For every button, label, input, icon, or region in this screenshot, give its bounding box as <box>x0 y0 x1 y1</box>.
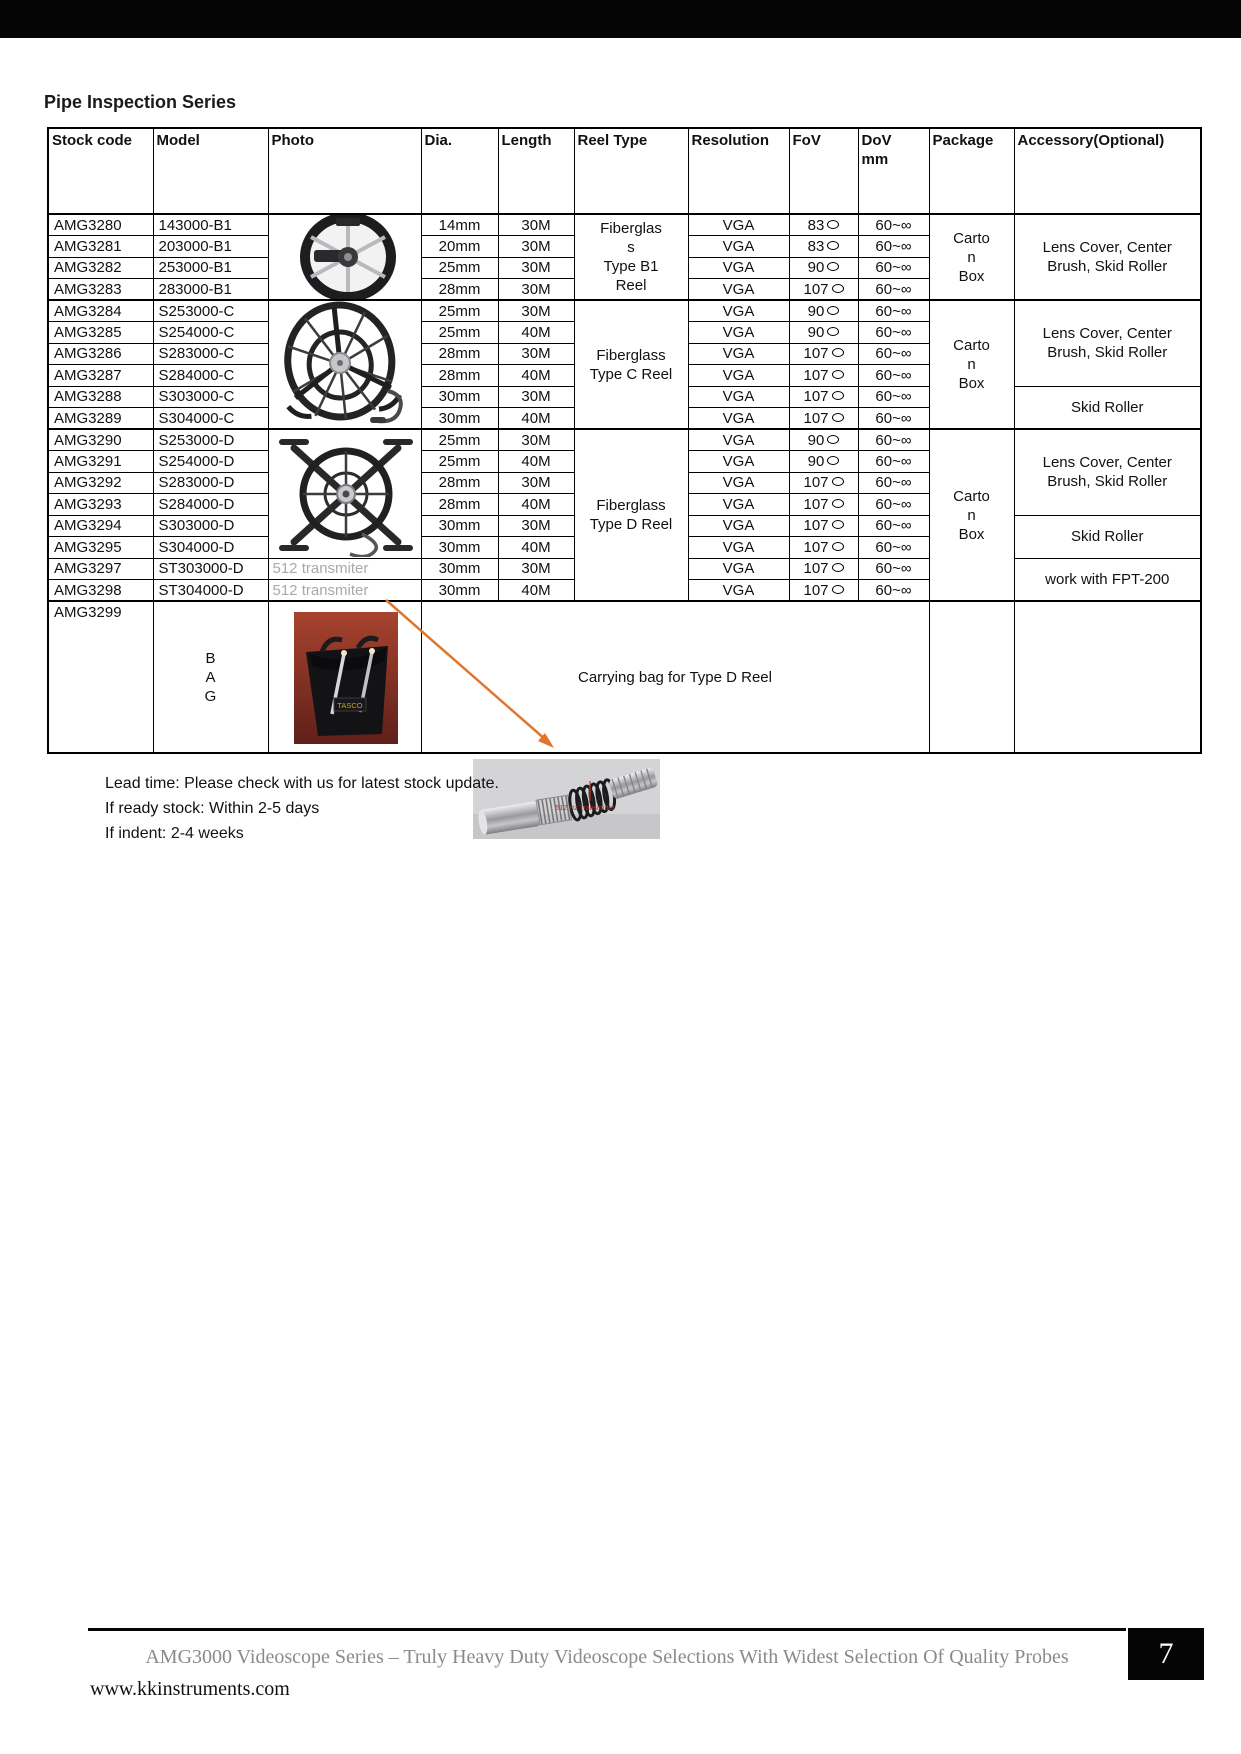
photo-cell-b1-reel <box>268 214 421 300</box>
model-cell: S283000-D <box>153 472 268 494</box>
stock-code-cell: AMG3282 <box>48 257 153 279</box>
degree-icon <box>832 391 844 400</box>
fov-cell: 107 <box>789 558 858 580</box>
header-resolution: Resolution <box>688 128 789 214</box>
dia-cell: 30mm <box>421 558 498 580</box>
stock-code-cell: AMG3280 <box>48 214 153 236</box>
dia-cell: 30mm <box>421 386 498 408</box>
length-cell: 40M <box>498 537 574 559</box>
dov-cell: 60~∞ <box>858 300 929 322</box>
model-cell: 283000-B1 <box>153 279 268 301</box>
model-cell: S303000-D <box>153 515 268 537</box>
photo-cell-transmitter-note: 512 transmiter <box>268 558 421 580</box>
model-cell: S304000-C <box>153 408 268 430</box>
fov-cell: 90 <box>789 257 858 279</box>
stock-code-cell: AMG3284 <box>48 300 153 322</box>
length-cell: 30M <box>498 558 574 580</box>
fov-cell: 90 <box>789 322 858 344</box>
fov-cell: 107 <box>789 515 858 537</box>
header-length: Length <box>498 128 574 214</box>
accessory-cell: Lens Cover, Center Brush, Skid Roller <box>1014 429 1201 515</box>
fov-cell: 90 <box>789 300 858 322</box>
stock-code-cell: AMG3289 <box>48 408 153 430</box>
model-cell: S254000-C <box>153 322 268 344</box>
dov-cell: 60~∞ <box>858 558 929 580</box>
header-reel-type: Reel Type <box>574 128 688 214</box>
photo-cell-transmitter-note: 512 transmiter <box>268 580 421 602</box>
dia-cell: 28mm <box>421 494 498 516</box>
lead-time-notes <box>105 771 499 846</box>
header-package: Package <box>929 128 1014 214</box>
dov-cell: 60~∞ <box>858 472 929 494</box>
model-cell: S253000-C <box>153 300 268 322</box>
website-text: www.kkinstruments.com <box>90 1678 290 1700</box>
dov-cell: 60~∞ <box>858 451 929 473</box>
fov-cell: 107 <box>789 343 858 365</box>
transmitter-photo <box>473 759 660 839</box>
degree-icon <box>827 456 839 465</box>
stock-code-cell: AMG3299 <box>48 601 153 753</box>
c-reel-photo <box>270 301 420 428</box>
page-number: 7 <box>1158 1637 1174 1670</box>
degree-icon <box>832 520 844 529</box>
page-title: Pipe Inspection Series <box>44 92 237 112</box>
resolution-cell: VGA <box>688 236 789 258</box>
degree-icon <box>832 477 844 486</box>
degree-icon <box>832 413 844 422</box>
photo-cell-c-reel <box>268 300 421 429</box>
dov-cell: 60~∞ <box>858 429 929 451</box>
product-table <box>47 127 1202 754</box>
dia-cell: 25mm <box>421 429 498 451</box>
resolution-cell: VGA <box>688 386 789 408</box>
length-cell: 40M <box>498 408 574 430</box>
dov-cell: 60~∞ <box>858 322 929 344</box>
degree-icon <box>832 542 844 551</box>
stock-code-cell: AMG3292 <box>48 472 153 494</box>
model-cell: S253000-D <box>153 429 268 451</box>
stock-code-cell: AMG3294 <box>48 515 153 537</box>
fov-cell: 90 <box>789 451 858 473</box>
dia-cell: 30mm <box>421 515 498 537</box>
resolution-cell: VGA <box>688 408 789 430</box>
package-cell: Carto n Box <box>929 300 1014 429</box>
note-line: If indent: 2-4 weeks <box>105 825 244 842</box>
dia-cell: 25mm <box>421 257 498 279</box>
dia-cell: 28mm <box>421 365 498 387</box>
stock-code-cell: AMG3290 <box>48 429 153 451</box>
fov-cell: 107 <box>789 472 858 494</box>
stock-code-cell: AMG3286 <box>48 343 153 365</box>
length-cell: 30M <box>498 300 574 322</box>
fov-cell: 107 <box>789 537 858 559</box>
length-cell: 30M <box>498 386 574 408</box>
dov-cell: 60~∞ <box>858 580 929 602</box>
degree-icon <box>832 348 844 357</box>
resolution-cell: VGA <box>688 365 789 387</box>
header-stock-code: Stock code <box>48 128 153 214</box>
fov-cell: 83 <box>789 236 858 258</box>
model-cell: 143000-B1 <box>153 214 268 236</box>
stock-code-cell: AMG3281 <box>48 236 153 258</box>
dov-cell: 60~∞ <box>858 257 929 279</box>
length-cell: 40M <box>498 451 574 473</box>
header-photo: Photo <box>268 128 421 214</box>
length-cell: 30M <box>498 515 574 537</box>
model-cell: S284000-C <box>153 365 268 387</box>
length-cell: 30M <box>498 279 574 301</box>
length-cell: 30M <box>498 343 574 365</box>
footer-tagline: AMG3000 Videoscope Series – Truly Heavy Duty Videoscope Selections With Widest Selection Of Quality Probes <box>145 1646 1069 1668</box>
footer-rule <box>88 1628 1126 1631</box>
dov-cell: 60~∞ <box>858 494 929 516</box>
stock-code-cell: AMG3285 <box>48 322 153 344</box>
reel-type-cell: Fiberglas s Type B1 Reel <box>574 214 688 300</box>
fov-cell: 107 <box>789 365 858 387</box>
header-dov: DoV mm <box>858 128 929 214</box>
resolution-cell: VGA <box>688 580 789 602</box>
dia-cell: 20mm <box>421 236 498 258</box>
length-cell: 30M <box>498 236 574 258</box>
stock-code-cell: AMG3297 <box>48 558 153 580</box>
dov-cell: 60~∞ <box>858 365 929 387</box>
stock-code-cell: AMG3295 <box>48 537 153 559</box>
package-cell: Carto n Box <box>929 214 1014 300</box>
dov-cell: 60~∞ <box>858 236 929 258</box>
model-cell: S284000-D <box>153 494 268 516</box>
model-cell: S303000-C <box>153 386 268 408</box>
length-cell: 30M <box>498 429 574 451</box>
dia-cell: 14mm <box>421 214 498 236</box>
degree-icon <box>827 306 839 315</box>
note-line: Lead time: Please check with us for latest stock update. <box>105 775 499 792</box>
stock-code-cell: AMG3287 <box>48 365 153 387</box>
model-cell: S304000-D <box>153 537 268 559</box>
dia-cell: 25mm <box>421 322 498 344</box>
dia-cell: 30mm <box>421 537 498 559</box>
reel-type-cell: Fiberglass Type C Reel <box>574 300 688 429</box>
stock-code-cell: AMG3283 <box>48 279 153 301</box>
fov-cell: 83 <box>789 214 858 236</box>
resolution-cell: VGA <box>688 300 789 322</box>
dov-cell: 60~∞ <box>858 214 929 236</box>
package-cell: Carto n Box <box>929 429 1014 601</box>
resolution-cell: VGA <box>688 494 789 516</box>
accessory-cell: Skid Roller <box>1014 386 1201 429</box>
fov-cell: 90 <box>789 429 858 451</box>
degree-icon <box>832 499 844 508</box>
degree-icon <box>832 563 844 572</box>
length-cell: 30M <box>498 257 574 279</box>
header-model: Model <box>153 128 268 214</box>
stock-code-cell: AMG3298 <box>48 580 153 602</box>
resolution-cell: VGA <box>688 451 789 473</box>
fov-cell: 107 <box>789 494 858 516</box>
dia-cell: 28mm <box>421 343 498 365</box>
model-cell: ST303000-D <box>153 558 268 580</box>
degree-icon <box>827 262 839 271</box>
accessory-cell: Lens Cover, Center Brush, Skid Roller <box>1014 214 1201 300</box>
model-cell: 253000-B1 <box>153 257 268 279</box>
dov-cell: 60~∞ <box>858 515 929 537</box>
accessory-cell: work with FPT-200 <box>1014 558 1201 601</box>
dov-cell: 60~∞ <box>858 279 929 301</box>
transmitter-label: 512 Hz Transmitter <box>555 805 615 812</box>
length-cell: 30M <box>498 472 574 494</box>
dia-cell: 25mm <box>421 300 498 322</box>
length-cell: 40M <box>498 322 574 344</box>
carrying-bag-cell: Carrying bag for Type D Reel <box>421 601 929 753</box>
fov-cell: 107 <box>789 386 858 408</box>
accessory-cell: Lens Cover, Center Brush, Skid Roller <box>1014 300 1201 386</box>
resolution-cell: VGA <box>688 472 789 494</box>
length-cell: 40M <box>498 494 574 516</box>
dov-cell: 60~∞ <box>858 343 929 365</box>
dia-cell: 30mm <box>421 408 498 430</box>
dov-cell: 60~∞ <box>858 537 929 559</box>
dia-cell: 28mm <box>421 472 498 494</box>
fov-cell: 107 <box>789 408 858 430</box>
header-fov: FoV <box>789 128 858 214</box>
fov-cell: 107 <box>789 580 858 602</box>
degree-icon <box>827 220 839 229</box>
accessory-cell <box>1014 601 1201 753</box>
note-line: If ready stock: Within 2-5 days <box>105 800 320 817</box>
resolution-cell: VGA <box>688 537 789 559</box>
header-dia: Dia. <box>421 128 498 214</box>
degree-icon <box>827 327 839 336</box>
resolution-cell: VGA <box>688 257 789 279</box>
dia-cell: 28mm <box>421 279 498 301</box>
stock-code-cell: AMG3291 <box>48 451 153 473</box>
dia-cell: 25mm <box>421 451 498 473</box>
resolution-cell: VGA <box>688 558 789 580</box>
package-cell <box>929 601 1014 753</box>
resolution-cell: VGA <box>688 279 789 301</box>
model-cell: S283000-C <box>153 343 268 365</box>
accessory-cell: Skid Roller <box>1014 515 1201 558</box>
stock-code-cell: AMG3293 <box>48 494 153 516</box>
degree-icon <box>827 435 839 444</box>
resolution-cell: VGA <box>688 515 789 537</box>
page-number-box <box>1128 1628 1204 1680</box>
length-cell: 40M <box>498 365 574 387</box>
dov-cell: 60~∞ <box>858 408 929 430</box>
degree-icon <box>832 284 844 293</box>
arrow-annotation <box>378 592 574 764</box>
model-cell: ST304000-D <box>153 580 268 602</box>
photo-cell-d-reel <box>268 429 421 558</box>
bag-brand-label: TASCO <box>336 701 363 710</box>
model-cell: 203000-B1 <box>153 236 268 258</box>
reel-type-cell: Fiberglass Type D Reel <box>574 429 688 601</box>
length-cell: 40M <box>498 580 574 602</box>
dov-cell: 60~∞ <box>858 386 929 408</box>
stock-code-cell: AMG3288 <box>48 386 153 408</box>
dia-cell: 30mm <box>421 580 498 602</box>
length-cell: 30M <box>498 214 574 236</box>
degree-icon <box>827 241 839 250</box>
fov-cell: 107 <box>789 279 858 301</box>
header-accessory: Accessory(Optional) <box>1014 128 1201 214</box>
degree-icon <box>832 585 844 594</box>
b1-reel-photo <box>270 215 420 299</box>
resolution-cell: VGA <box>688 343 789 365</box>
model-cell: S254000-D <box>153 451 268 473</box>
model-cell: B A G <box>153 601 268 753</box>
resolution-cell: VGA <box>688 322 789 344</box>
resolution-cell: VGA <box>688 214 789 236</box>
top-black-bar <box>0 0 1241 38</box>
resolution-cell: VGA <box>688 429 789 451</box>
d-reel-photo <box>270 430 420 557</box>
degree-icon <box>832 370 844 379</box>
